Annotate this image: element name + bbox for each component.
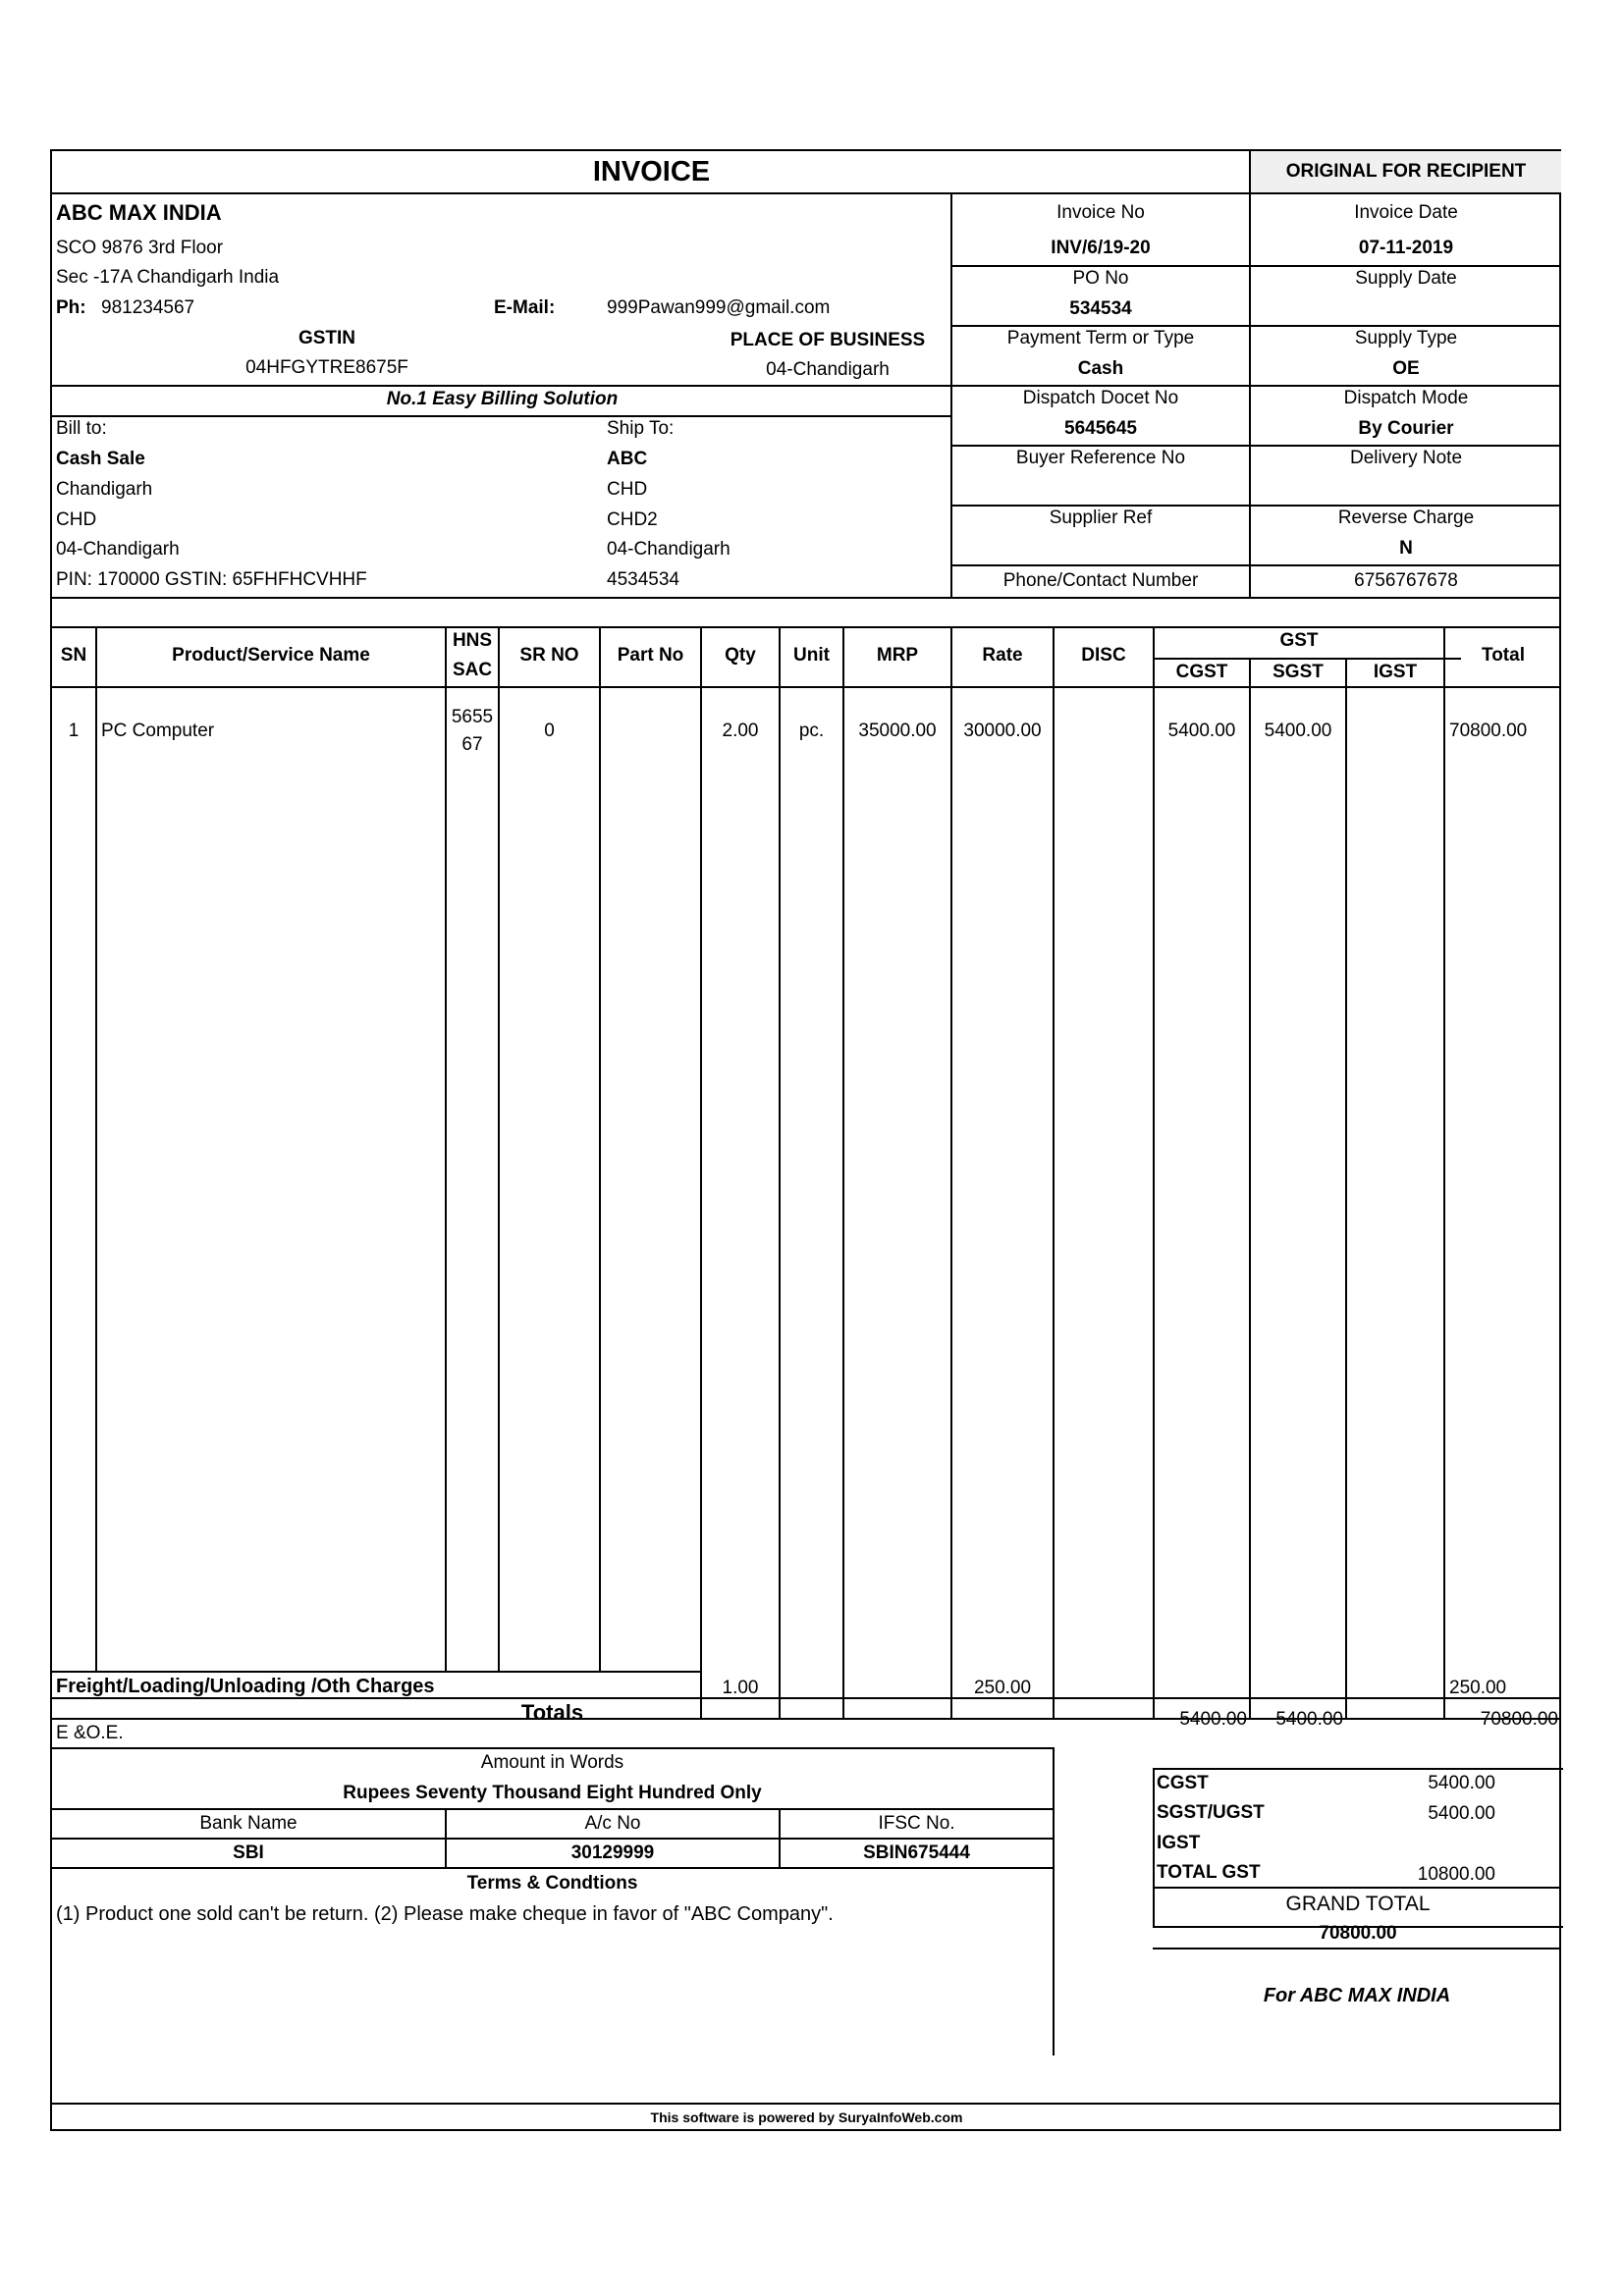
supply-type-label: Supply Type [1354, 328, 1458, 348]
bill-to-line: PIN: 170000 GSTIN: 65FHFHCVHHF [56, 569, 367, 590]
bank-name: SBI [233, 1842, 264, 1863]
invoice-date: 07-11-2019 [1358, 238, 1454, 258]
freight-qty: 1.00 [722, 1678, 759, 1698]
bank-name-label: Bank Name [199, 1813, 298, 1834]
cell-sgst: 5400.00 [1264, 721, 1332, 741]
ac-no-label: A/c No [584, 1813, 641, 1834]
cell-srno: 0 [544, 721, 555, 741]
col-header-cgst: CGST [1175, 662, 1228, 682]
totals-label: Totals [520, 1700, 584, 1725]
cell-hns: 5655 [451, 707, 494, 727]
reverse-charge: N [1399, 538, 1413, 559]
dispatch-mode: By Courier [1358, 418, 1454, 439]
seller-phone-label: Ph: [56, 297, 86, 318]
cell-qty: 2.00 [722, 721, 759, 741]
dispatch-docet-label: Dispatch Docet No [1022, 388, 1179, 408]
bill-to-label: Bill to: [56, 418, 107, 439]
col-header-product: Product/Service Name [172, 645, 370, 666]
freight-total: 250.00 [1449, 1678, 1507, 1698]
seller-address-1: SCO 9876 3rd Floor [56, 238, 224, 258]
seller-phone: 981234567 [101, 297, 195, 318]
seller-address-2: Sec -17A Chandigarh India [56, 267, 280, 288]
payment-term-label: Payment Term or Type [1006, 328, 1195, 348]
freight-rate: 250.00 [973, 1678, 1032, 1698]
eoe-note: E &O.E. [56, 1723, 124, 1743]
dispatch-docet: 5645645 [1064, 418, 1137, 439]
bill-to-line: 04-Chandigarh [56, 539, 180, 560]
ifsc-label: IFSC No. [878, 1813, 955, 1834]
gstin-value: 04HFGYTRE8675F [245, 357, 408, 378]
ship-to-line: CHD2 [607, 509, 658, 530]
copy-label: ORIGINAL FOR RECIPIENT [1285, 161, 1527, 182]
terms-label: Terms & Condtions [466, 1873, 638, 1894]
dispatch-mode-label: Dispatch Mode [1343, 388, 1469, 408]
totals-cgst: 5400.00 [1179, 1709, 1247, 1730]
payment-term: Cash [1077, 358, 1124, 379]
phone-contact: 6756767678 [1354, 570, 1458, 591]
reverse-charge-label: Reverse Charge [1337, 507, 1475, 528]
powered-by: This software is powered by SuryaInfoWeb.com [650, 2109, 963, 2125]
grand-total-label: GRAND TOTAL [1285, 1893, 1431, 1915]
col-header-sac: SAC [452, 660, 493, 680]
supply-type: OE [1392, 358, 1420, 379]
ship-to-line: CHD [607, 479, 648, 500]
col-header-sn: SN [60, 645, 87, 666]
cell-sn: 1 [68, 721, 80, 741]
amount-words: Rupees Seventy Thousand Eight Hundred Only [343, 1783, 762, 1803]
grand-total: 70800.00 [1319, 1923, 1397, 1944]
ship-to-line: 4534534 [607, 569, 679, 590]
amount-words-label: Amount in Words [480, 1752, 624, 1773]
totals-sgst: 5400.00 [1275, 1709, 1343, 1730]
col-header-total: Total [1482, 645, 1525, 666]
invoice-sheet [50, 149, 1561, 2131]
place-of-business-value: 04-Chandigarh [766, 359, 890, 380]
cell-mrp: 35000.00 [858, 721, 937, 741]
bill-to-line: CHD [56, 509, 97, 530]
invoice-title: INVOICE [592, 156, 711, 187]
summary-cgst-label: CGST [1157, 1773, 1209, 1793]
col-header-gst: GST [1279, 630, 1319, 651]
terms-text: (1) Product one sold can't be return. (2) Please make cheque in favor of "ABC Company". [56, 1903, 834, 1925]
bill-to-line: Chandigarh [56, 479, 153, 500]
supplier-ref-label: Supplier Ref [1049, 507, 1153, 528]
col-header-disc: DISC [1081, 645, 1126, 666]
delivery-note-label: Delivery Note [1349, 448, 1463, 468]
col-header-partno: Part No [617, 645, 684, 666]
summary-sgst-label: SGST/UGST [1157, 1802, 1265, 1823]
invoice-no: INV/6/19-20 [1051, 238, 1151, 258]
invoice-no-label: Invoice No [1056, 202, 1145, 223]
cell-product: PC Computer [101, 721, 215, 741]
col-header-rate: Rate [982, 645, 1023, 666]
cell-total: 70800.00 [1449, 721, 1528, 741]
summary-sgst: 5400.00 [1428, 1803, 1495, 1824]
col-header-hns: HNS [452, 630, 493, 651]
seller-email: 999Pawan999@gmail.com [607, 297, 831, 318]
phone-contact-label: Phone/Contact Number [1002, 570, 1199, 591]
seller-name: ABC MAX INDIA [56, 200, 222, 225]
ship-to-label: Ship To: [607, 418, 675, 439]
cell-cgst: 5400.00 [1167, 721, 1236, 741]
supply-date-label: Supply Date [1355, 268, 1457, 289]
col-header-mrp: MRP [876, 645, 919, 666]
col-header-qty: Qty [725, 645, 756, 666]
summary-total-gst: 10800.00 [1417, 1864, 1495, 1885]
col-header-srno: SR NO [519, 645, 579, 666]
col-header-unit: Unit [793, 645, 830, 666]
summary-cgst: 5400.00 [1428, 1773, 1495, 1793]
col-header-sgst: SGST [1272, 662, 1324, 682]
totals-total: 70800.00 [1480, 1709, 1558, 1730]
ifsc: SBIN675444 [863, 1842, 970, 1863]
summary-igst-label: IGST [1157, 1833, 1201, 1853]
seller-email-label: E-Mail: [494, 297, 556, 318]
cell-rate: 30000.00 [963, 721, 1042, 741]
po-no: 534534 [1069, 298, 1132, 319]
bill-to-name: Cash Sale [56, 449, 145, 469]
col-header-igst: IGST [1373, 662, 1418, 682]
buyer-ref-label: Buyer Reference No [1015, 448, 1186, 468]
ship-to-line: 04-Chandigarh [607, 539, 731, 560]
po-no-label: PO No [1072, 268, 1129, 289]
invoice-date-label: Invoice Date [1354, 202, 1458, 223]
gstin-label: GSTIN [298, 328, 356, 348]
freight-label: Freight/Loading/Unloading /Oth Charges [56, 1676, 435, 1697]
ac-no: 30129999 [570, 1842, 655, 1863]
cell-unit: pc. [798, 721, 825, 741]
tagline: No.1 Easy Billing Solution [386, 389, 619, 409]
summary-total-gst-label: TOTAL GST [1157, 1862, 1261, 1883]
ship-to-name: ABC [607, 449, 648, 469]
signatory: For ABC MAX INDIA [1263, 1985, 1451, 2006]
cell-hns: 67 [461, 734, 483, 755]
place-of-business-label: PLACE OF BUSINESS [730, 330, 926, 350]
